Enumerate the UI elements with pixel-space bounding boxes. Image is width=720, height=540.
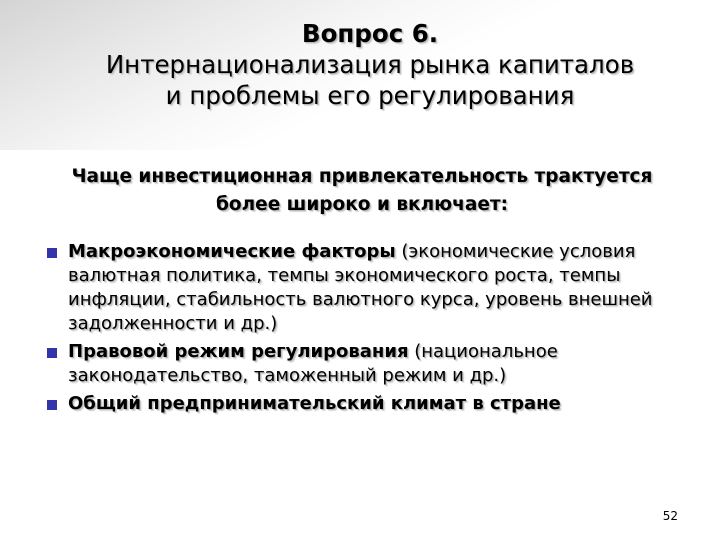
square-bullet-icon xyxy=(47,248,57,258)
intro-paragraph: Чаще инвестиционная привлекательность трактуется более широко и включает: xyxy=(71,166,653,215)
title-question-number: Вопрос 6. xyxy=(301,19,439,48)
bullet-item-business-climate xyxy=(46,392,686,416)
bullet-heading: Общий предпринимательский климат в стране xyxy=(68,393,561,414)
title-topic-line-1: Интернационализация рынка капиталов xyxy=(105,50,635,79)
slide-title xyxy=(40,18,700,111)
bullet-heading: Макроэкономические факторы xyxy=(68,241,396,262)
bullet-item-macroeconomic xyxy=(46,240,686,336)
bullet-list xyxy=(46,240,686,420)
square-bullet-icon xyxy=(47,348,57,358)
bullet-item-legal-regime xyxy=(46,340,686,388)
title-topic-line-2: и проблемы его регулирования xyxy=(165,81,575,110)
page-number: 52 xyxy=(662,509,678,523)
square-bullet-icon xyxy=(47,400,57,410)
bullet-text: (экономические условия валютная политика, темпы экономического роста, темпы инфляции, стабильность валютного курса, уровень внешней задолженности и др.) xyxy=(68,241,653,334)
bullet-heading: Правовой режим регулирования xyxy=(68,341,409,362)
bullet-text: (национальное законодательство, таможенный режим и др.) xyxy=(68,341,558,386)
